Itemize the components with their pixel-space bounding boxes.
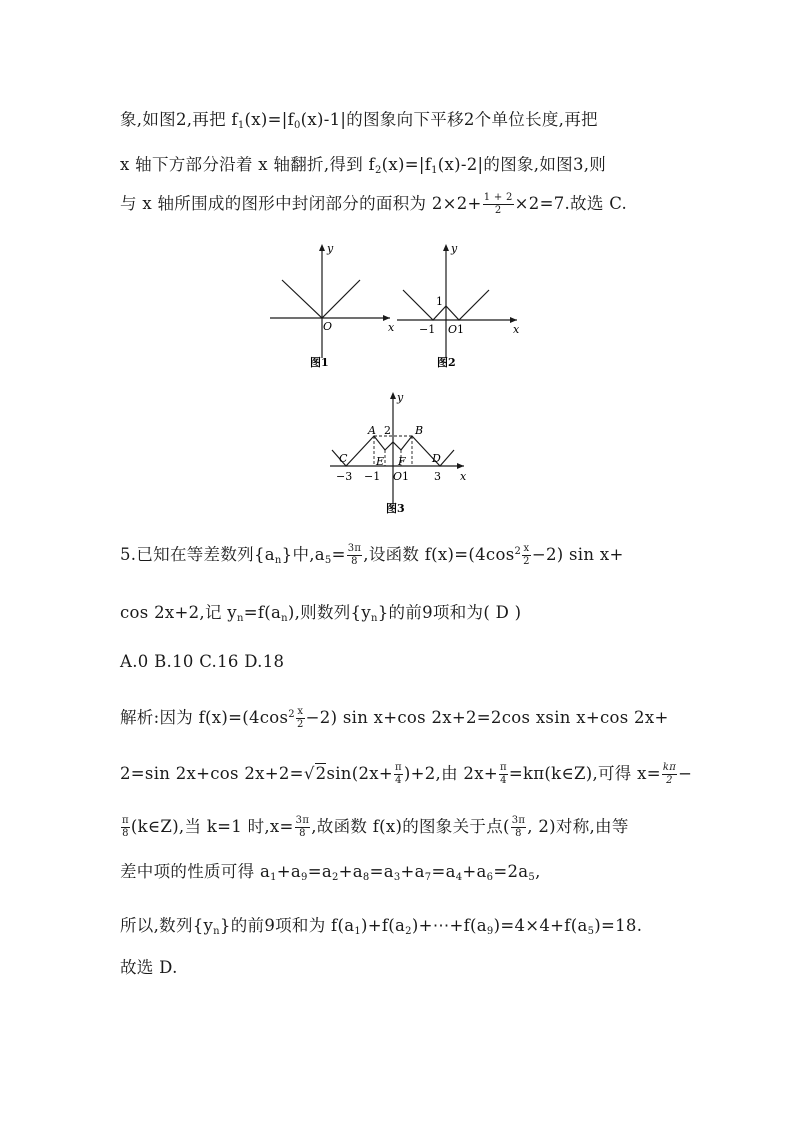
point-label-a: A bbox=[368, 424, 376, 437]
point-label-e: E bbox=[376, 455, 385, 468]
origin-label: O bbox=[393, 470, 403, 483]
figure-3 bbox=[326, 388, 472, 518]
y-axis-label: y bbox=[397, 391, 404, 404]
solution-line-2: x 轴下方部分沿着 x 轴翻折,得到 $f_2(x)=|f_1(x)-2|$的图象,如图3,则 bbox=[120, 155, 607, 176]
problem-5-line-2: cos 2x+2,记 $y_n=f(a_n)$,则数列$\{y_n\}$的前9项和为( D ) bbox=[120, 603, 522, 624]
fraction: $\frac{3\pi}{8}$ bbox=[511, 815, 526, 839]
x-axis-label: x bbox=[460, 470, 467, 483]
figure-caption: 图3 bbox=[386, 502, 405, 515]
fraction: $\frac{1 + 2}{2}$ bbox=[483, 192, 513, 216]
tick-label-neg1: −1 bbox=[364, 470, 381, 483]
figure-caption: 图1 bbox=[310, 356, 329, 369]
fraction: $\frac{k\pi}{2}$ bbox=[662, 762, 677, 786]
x-axis-label: x bbox=[513, 323, 520, 336]
origin-label: O bbox=[448, 323, 458, 336]
point-label-f: F bbox=[398, 455, 406, 468]
tick-label-1: 1 bbox=[402, 470, 409, 483]
tick-label-y-1: 1 bbox=[436, 295, 443, 308]
analysis-line-5: 所以,数列$\{y_n\}$的前9项和为 $f(a_1)+f(a_2)+\cdots+f(a_9)=4\times 4+f(a_5)=18$. bbox=[120, 916, 643, 937]
graph-curve bbox=[282, 280, 360, 318]
fraction: $\frac{3\pi}{8}$ bbox=[347, 543, 362, 567]
fraction: $\frac{x}{2}$ bbox=[523, 543, 530, 567]
problem-5-line-1: 5.已知在等差数列$\{a_n\}$中$,a_5=$ $\frac{3\pi}{8}$ ,设函数 $f(x)=(4\cos^2$ $\frac{x}{2}$ −2) sin x+ bbox=[120, 543, 624, 567]
figure-2 bbox=[393, 238, 527, 373]
fraction: $\frac{\pi}{4}$ bbox=[499, 762, 507, 786]
analysis-line-4: 差中项的性质可得 $a_1+a_9=a_2+a_8=a_3+a_7=a_4+a_6=2a_5$, bbox=[120, 862, 541, 883]
tick-label-y-2: 2 bbox=[384, 424, 391, 437]
figure-caption: 图2 bbox=[437, 356, 456, 369]
tick-label-neg3: −3 bbox=[336, 470, 353, 483]
fraction: $\frac{\pi}{8}$ bbox=[122, 815, 129, 839]
point-label-c: C bbox=[339, 452, 348, 465]
tick-label-neg1: −1 bbox=[419, 323, 436, 336]
solution-line-1: 象,如图2,再把 $f_1(x)=|f_0(x)-1|$的图象向下平移2个单位长度,再把 bbox=[120, 110, 598, 131]
solution-line-3: 与 x 轴所围成的图形中封闭部分的面积为 2×2+ $\frac{1 + 2}{2}$ ×2=7.故选 C. bbox=[120, 192, 628, 216]
fraction: $\frac{3\pi}{8}$ bbox=[295, 815, 310, 839]
x-axis-label: x bbox=[388, 321, 395, 334]
tick-label-1: 1 bbox=[457, 323, 464, 336]
problem-5-options: A.0 B.10 C.16 D.18 bbox=[120, 652, 285, 671]
point-label-b: B bbox=[415, 424, 424, 437]
figure-1 bbox=[266, 238, 402, 373]
point-label-d: D bbox=[432, 452, 441, 465]
analysis-conclusion: 故选 D. bbox=[120, 958, 178, 977]
analysis-line-3: $\frac{\pi}{8}$ (k∈Z),当 k=1 时,x= $\frac{3\pi}{8}$ ,故函数 f(x)的图象关于点( $\frac{3\pi}{8}$ , 2)对称,由等 bbox=[122, 815, 629, 839]
analysis-line-1: 解析:因为 $f(x)=(4\cos^2$ $\frac{x}{2}$ −2) sin x+cos 2x+2=2cos xsin x+cos 2x+ bbox=[120, 706, 669, 730]
square-root: √2 bbox=[303, 764, 327, 783]
y-axis-label: y bbox=[327, 242, 334, 255]
y-axis-label: y bbox=[451, 242, 458, 255]
fraction: $\frac{\pi}{4}$ bbox=[395, 762, 402, 786]
origin-label: O bbox=[323, 320, 333, 333]
tick-label-3: 3 bbox=[434, 470, 441, 483]
fraction: $\frac{x}{2}$ bbox=[296, 706, 304, 730]
analysis-line-2: 2=sin 2x+cos 2x+2=√2sin(2x+ $\frac{\pi}{4}$ )+2,由 2x+ $\frac{\pi}{4}$ =kπ(k∈Z),可得 x= $\frac{k\pi}{2}$ − bbox=[120, 762, 693, 786]
